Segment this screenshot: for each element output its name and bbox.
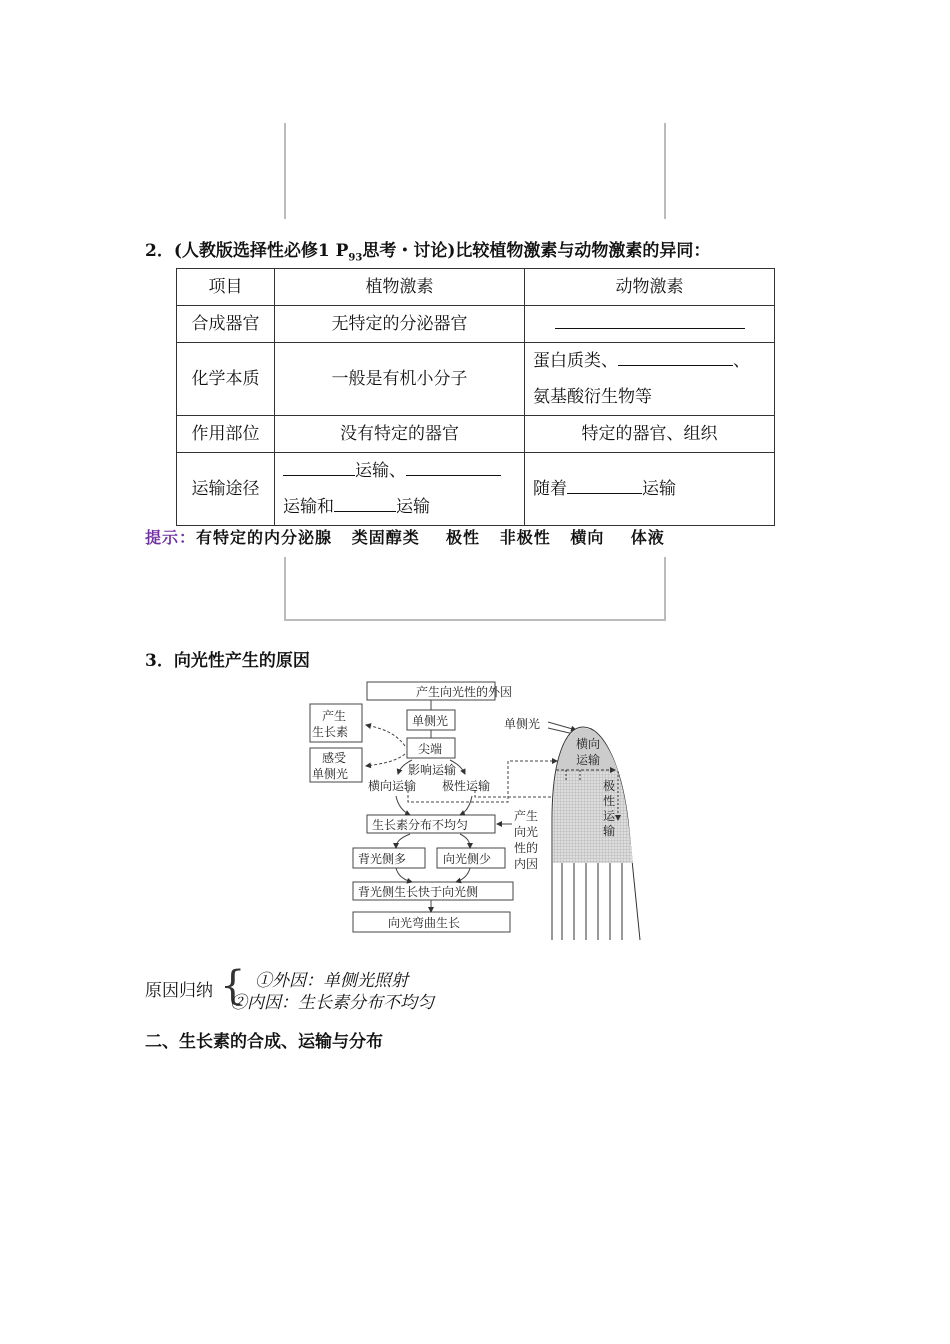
header-plant: 植物激素 (275, 269, 525, 306)
element (396, 868, 412, 882)
text-table-rows-1-plant: 一般是有机小分子 (275, 343, 525, 416)
element (177, 416, 775, 453)
element (177, 453, 775, 526)
element (525, 453, 775, 526)
text-diagram-faster: 背光侧生长快于向光侧 (358, 885, 479, 899)
text-table-rows-1-animal_a: 蛋白质类、 (533, 351, 618, 371)
text-table-rows-3-plant_b: 运输和 (283, 497, 334, 517)
text-diagram-inner-2: 性的 (514, 841, 539, 855)
text-cause-outer: ①外因：单侧光照射 (255, 971, 408, 991)
frame-line (284, 123, 286, 219)
text-q2-sub: 93 (348, 252, 363, 264)
element (406, 457, 501, 476)
text-cause-label: 原因归纳 (145, 981, 213, 1001)
text-q3-num: 3． (145, 651, 174, 671)
text-q3-title: 向光性产生的原因 (173, 651, 310, 671)
section-heading: 二、生长素的合成、运输与分布 (145, 1032, 383, 1052)
text-diagram-front: 向光侧少 (443, 852, 492, 866)
text-diagram-outer: 产生向光性的外因 (416, 685, 513, 699)
element: { (220, 963, 246, 1009)
text-diagram-polar_v-1: 性 (603, 794, 616, 808)
text-table-rows-3-plant_a: 运输、 (355, 461, 406, 481)
question-2-heading (145, 236, 710, 263)
element (334, 493, 396, 512)
element (366, 754, 405, 766)
text-table-rows-2-plant: 没有特定的器官 (275, 416, 525, 453)
header-animal: 动物激素 (525, 269, 775, 306)
element (618, 347, 733, 366)
frame-line (664, 123, 666, 219)
text-diagram-uneven: 生长素分布不均匀 (372, 818, 469, 832)
text-table-rows-1-animal_b: 、 (733, 351, 750, 371)
text-diagram-light_label: 单侧光 (504, 717, 541, 731)
element (283, 457, 355, 476)
text-diagram-polar: 极性运输 (442, 779, 491, 793)
frame-line (284, 557, 286, 621)
text-table-rows-1-animal_c: 氨基酸衍生物等 (533, 387, 652, 407)
text-diagram-produce-0: 产生 (322, 709, 347, 723)
text-table-rows-2-animal: 特定的器官、组织 (525, 416, 775, 453)
text-q2-title2: 思考・讨论)比较植物激素与动物激素的异同： (362, 241, 711, 261)
element (567, 475, 642, 494)
text-hint-label: 提示： (145, 528, 197, 547)
element (396, 834, 410, 848)
text-diagram-polar_v-3: 输 (603, 824, 616, 838)
element (525, 343, 775, 416)
text-table-rows-3-item: 运输途径 (177, 453, 275, 526)
text-diagram-affect: 影响运输 (408, 763, 457, 777)
text-table-rows-3-animal_a: 随着 (533, 479, 567, 499)
text-diagram-bend: 向光弯曲生长 (388, 916, 461, 930)
phototropism-diagram (300, 670, 650, 940)
text-cause-inner: ②内因：生长素分布不均匀 (230, 993, 434, 1013)
blank-field (525, 306, 775, 343)
text-diagram-lateral_v-0: 横向 (576, 737, 601, 751)
text-diagram-polar_v-2: 运 (603, 809, 616, 823)
text-q2-num: 2． (145, 241, 174, 261)
text-diagram-lateral_v-1: 运输 (576, 753, 601, 767)
element (396, 796, 410, 815)
text-diagram-inner-1: 向光 (514, 825, 539, 839)
header-item: 项目 (177, 269, 275, 306)
text-diagram-tip: 尖端 (418, 742, 443, 756)
text-q2-title: (人教版选择性必修1 P (173, 241, 349, 261)
text-table-rows-2-item: 作用部位 (177, 416, 275, 453)
text-diagram-sense-0: 感受 (322, 751, 347, 765)
text-table-rows-3-plant_c: 运输 (396, 497, 430, 517)
frame-line (284, 619, 666, 621)
element (460, 796, 472, 815)
text-diagram-lateral: 横向运输 (368, 779, 417, 793)
element (177, 269, 775, 306)
text-diagram-inner-0: 产生 (514, 809, 539, 823)
text-diagram-produce-1: 生长素 (312, 725, 349, 739)
text-hint-text: 有特定的内分泌腺 类固醇类 极性 非极性 横向 体液 (196, 528, 665, 547)
text-table-rows-3-animal_b: 运输 (642, 479, 676, 499)
hormone-comparison-table (176, 268, 775, 526)
frame-line (664, 557, 666, 621)
text-diagram-sense-1: 单侧光 (312, 767, 349, 781)
text-diagram-light: 单侧光 (412, 714, 449, 728)
element (275, 453, 525, 526)
question-3-heading (145, 646, 310, 671)
element (456, 868, 470, 882)
text-diagram-polar_v-0: 极 (603, 779, 616, 793)
element (177, 343, 775, 416)
text-table-rows-0-plant: 无特定的分泌器官 (275, 306, 525, 343)
element (366, 725, 405, 746)
element (555, 310, 745, 329)
text-diagram-back: 背光侧多 (358, 852, 407, 866)
text-diagram-inner-3: 内因 (514, 857, 539, 871)
text-table-rows-0-item: 合成器官 (177, 306, 275, 343)
element (177, 269, 775, 526)
element (460, 834, 470, 848)
element (177, 306, 775, 343)
text-table-rows-1-item: 化学本质 (177, 343, 275, 416)
hint-answer (145, 525, 665, 548)
